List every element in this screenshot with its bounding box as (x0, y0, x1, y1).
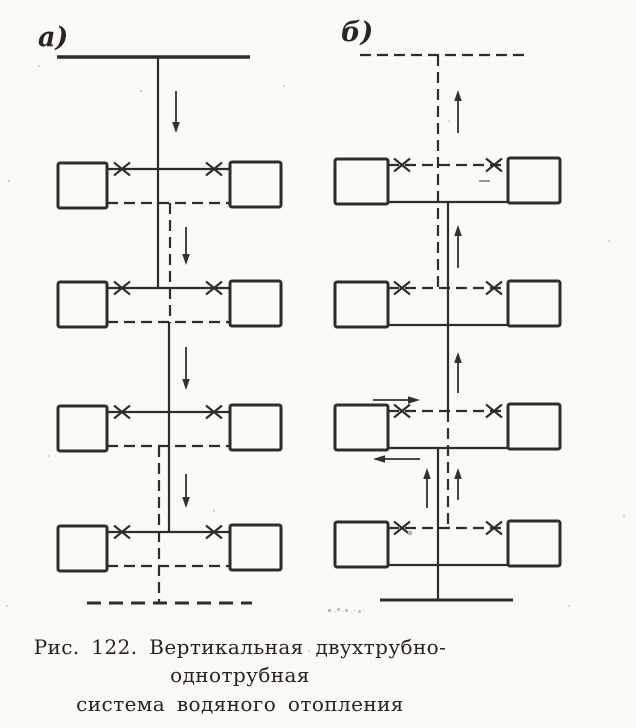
heating-diagram-a (57, 57, 281, 603)
radiator-row-floor-1 (335, 158, 560, 204)
radiator-row-floor-4 (335, 521, 560, 567)
figure-caption-line-1: Рис. 122. Вертикальная двухтрубно-однотрубная (33, 635, 447, 688)
flow-arrow-down-icon (182, 474, 190, 508)
radiator-row-floor-3 (335, 404, 560, 450)
flow-arrow-left-icon (373, 455, 420, 463)
figure-caption-line-2: система водяного отопления (76, 691, 404, 716)
radiator-row-floor-2 (58, 281, 281, 327)
panel-a-label: а) (38, 22, 69, 53)
figure-caption (6, 633, 474, 718)
panel-b-label: б) (341, 17, 374, 48)
flow-arrow-down-icon (172, 91, 180, 133)
flow-arrow-down-icon (182, 227, 190, 265)
flow-arrow-up-icon (423, 468, 431, 508)
radiator-row-floor-1 (58, 162, 281, 208)
scan-smudge (328, 609, 331, 612)
flow-arrow-down-icon (182, 347, 190, 390)
radiator-row-floor-4 (58, 525, 281, 571)
flow-arrow-up-icon (454, 225, 462, 268)
scan-artifact-dot (408, 531, 413, 536)
flow-arrow-up-icon (454, 352, 462, 393)
flow-arrow-up-icon (454, 468, 462, 500)
flow-arrow-right-icon (373, 396, 420, 404)
flow-arrow-up-icon (454, 90, 462, 133)
heating-diagram-b (335, 55, 560, 600)
